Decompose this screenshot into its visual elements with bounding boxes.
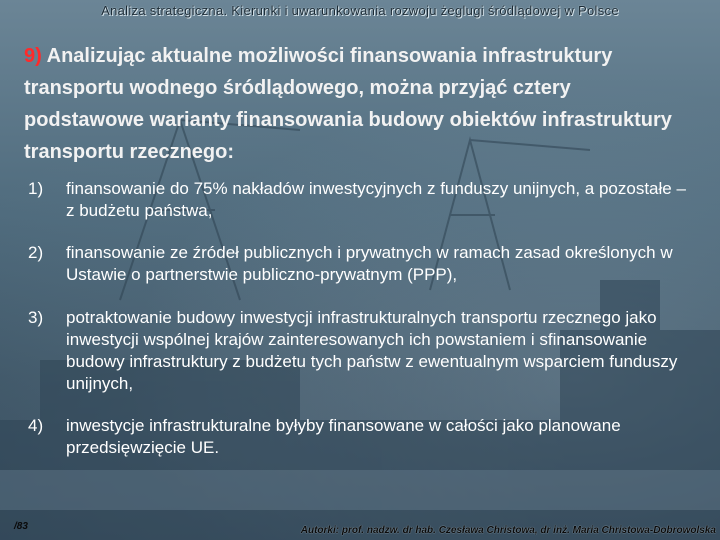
list-item — [28, 307, 688, 395]
list-item-text: potraktowanie budowy inwestycji infrastrukturalnych transportu rzecznego jako inwestycji wspólnej krajów zainteresowanych ich powstaniem i sfinansowanie budowy infrastruktury z budżetu tych państw z ewentualnym wsparciem funduszy unijnych, — [66, 308, 678, 393]
list-item-text: inwestycje infrastrukturalne byłyby finansowane w całości jako planowane przedsięwzięcie UE. — [66, 416, 621, 457]
list-item-index: 2) — [28, 243, 44, 262]
question-number: 9) — [24, 45, 42, 67]
list-item-index: 3) — [28, 308, 44, 327]
header-bar — [0, 0, 720, 22]
authors-footer: Autorki: prof. nadzw. dr hab. Czesława Christowa, dr inż. Maria Christowa-Dobrowolska — [300, 525, 716, 536]
financing-variants-list — [28, 178, 688, 459]
list-item-index: 1) — [28, 179, 44, 198]
page-number: /83 — [14, 521, 28, 532]
question-heading — [24, 40, 694, 168]
list-item-text: finansowanie do 75% nakładów inwestycyjnych z funduszy unijnych, a pozostałe – z budżetu państwa, — [66, 179, 686, 220]
list-item — [28, 178, 688, 222]
list-item-text: finansowanie ze źródeł publicznych i prywatnych w ramach zasad określonych w Ustawie o partnerstwie publiczno-prywatnym (PPP), — [66, 243, 673, 284]
list-item-index: 4) — [28, 416, 44, 435]
list-item — [28, 242, 688, 286]
question-text: Analizując aktualne możliwości finansowania infrastruktury transportu wodnego śródlądowego, można przyjąć cztery podstawowe warianty finansowania budowy obiektów infrastruktury transportu rzecznego: — [24, 45, 672, 163]
presentation-title: Analiza strategiczna. Kierunki i uwarunkowania rozwoju żeglugi śródlądowej w Polsce — [101, 3, 619, 18]
list-item — [28, 415, 688, 459]
